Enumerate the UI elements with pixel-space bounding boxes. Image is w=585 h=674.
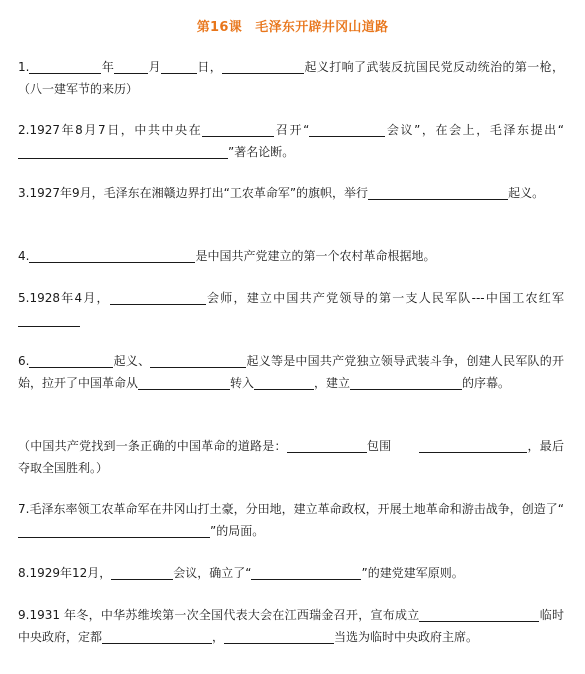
question-text: 起义打响了武装反抗国民党反动统治的第一枪，（八一建军节的来历） xyxy=(18,60,564,96)
note-text: （中国共产党找到一条正确的中国革命的道路是： xyxy=(18,439,287,453)
question-number: 9.1931 年冬，中华苏维埃第一次全国代表大会在江西瑞金召开，宣布成立 xyxy=(18,608,420,622)
blank[interactable] xyxy=(102,629,212,644)
note-paragraph xyxy=(18,435,564,479)
blank[interactable] xyxy=(161,59,197,74)
question-text: 是中国共产党建立的第一个农村革命根据地。 xyxy=(195,249,436,263)
question-text: 会议”，在会上，毛泽东提出“ xyxy=(385,123,564,137)
question-6 xyxy=(18,350,564,394)
blank[interactable] xyxy=(254,375,314,390)
question-text: ”著名论断。 xyxy=(228,145,295,159)
question-text: ”的局面。 xyxy=(210,524,265,538)
question-text: 会师，建立中国共产党领导的第一支人民军队---中国工农红军 xyxy=(205,291,564,305)
question-2 xyxy=(18,119,564,163)
blank[interactable] xyxy=(29,353,113,368)
blank[interactable] xyxy=(350,375,462,390)
question-text: 起义等是中国共产党独立领导武装斗争，创建人民军队的开始，拉开了中国革命从 xyxy=(18,354,564,390)
question-text: 会议，确立了“ xyxy=(173,566,252,580)
question-3 xyxy=(18,182,564,204)
question-text: 临时中央政府，定都 xyxy=(18,608,564,644)
question-8 xyxy=(18,562,564,584)
question-number: 2.1927年8月7日，中共中央在 xyxy=(18,123,203,137)
question-text: 转入 xyxy=(230,376,255,390)
blank[interactable] xyxy=(114,59,148,74)
blank[interactable] xyxy=(110,290,206,305)
blank[interactable] xyxy=(368,185,508,200)
question-text: 召开“ xyxy=(274,123,310,137)
question-5 xyxy=(18,287,564,331)
blank[interactable] xyxy=(18,312,80,327)
question-text: 日， xyxy=(196,60,223,74)
blank[interactable] xyxy=(202,122,274,137)
blank[interactable] xyxy=(287,438,367,453)
blank[interactable] xyxy=(18,523,210,538)
question-text: 起义、 xyxy=(113,354,151,368)
question-number: 3.1927年9月，毛泽东在湘赣边界打出“工农革命军”的旗帜，举行 xyxy=(18,186,369,200)
question-text: 年 xyxy=(101,60,115,74)
page-title: 第16课 毛泽东开辟井冈山道路 xyxy=(196,20,389,35)
question-text: ”的建党建军原则。 xyxy=(361,566,464,580)
question-number: 8.1929年12月， xyxy=(18,566,112,580)
blank[interactable] xyxy=(150,353,246,368)
blank[interactable] xyxy=(18,144,228,159)
blank[interactable] xyxy=(138,375,230,390)
question-text: 的序幕。 xyxy=(462,376,511,390)
blank[interactable] xyxy=(29,248,195,263)
question-text: ，最后夺取全国胜利。） xyxy=(18,439,564,475)
question-text: 当选为临时中央政府主席。 xyxy=(334,630,479,644)
blank[interactable] xyxy=(222,59,304,74)
question-text: ， xyxy=(212,630,225,644)
blank[interactable] xyxy=(419,438,527,453)
question-number: 7.毛泽东率领工农革命军在井冈山打土豪，分田地，建立革命政权，开展土地革命和游击战争，创造了“ xyxy=(18,502,564,516)
blank[interactable] xyxy=(419,607,539,622)
question-9 xyxy=(18,604,564,648)
question-text: ，建立 xyxy=(314,376,351,390)
blank[interactable] xyxy=(309,122,385,137)
blank[interactable] xyxy=(29,59,101,74)
question-text: 起义。 xyxy=(508,186,545,200)
question-number: 5.1928年4月， xyxy=(18,291,110,305)
question-4 xyxy=(18,245,564,267)
blank[interactable] xyxy=(224,629,334,644)
question-number: 4. xyxy=(18,249,30,263)
question-1 xyxy=(18,56,564,100)
question-text: 包围 xyxy=(366,439,392,453)
question-7 xyxy=(18,498,564,542)
question-number: 6. xyxy=(18,354,30,368)
question-text: 月 xyxy=(148,60,161,74)
blank[interactable] xyxy=(111,565,173,580)
question-number: 1. xyxy=(18,60,30,74)
blank[interactable] xyxy=(251,565,361,580)
